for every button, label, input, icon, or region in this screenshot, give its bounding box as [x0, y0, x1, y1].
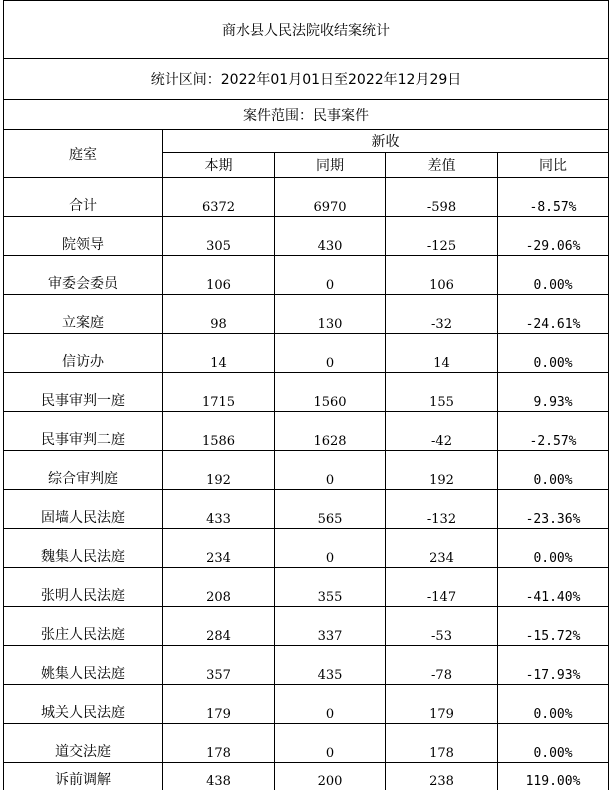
previous-cell: 0: [275, 724, 386, 763]
table-row: [4, 724, 609, 763]
diff-cell: 14: [386, 334, 498, 373]
current-cell: 98: [163, 295, 275, 334]
diff-cell: -147: [386, 568, 498, 607]
table-row: [4, 217, 609, 256]
col-header-previous: 同期: [275, 153, 386, 178]
current-cell: 357: [163, 646, 275, 685]
dept-name-cell: 院领导: [4, 217, 163, 256]
dept-name-cell: 综合审判庭: [4, 451, 163, 490]
table-row: [4, 373, 609, 412]
previous-cell: 355: [275, 568, 386, 607]
ratio-cell: 0.00%: [498, 334, 609, 373]
ratio-cell: -24.61%: [498, 295, 609, 334]
table-row: [4, 646, 609, 685]
table-row: [4, 529, 609, 568]
diff-cell: -598: [386, 178, 498, 217]
ratio-cell: -8.57%: [498, 178, 609, 217]
diff-cell: -32: [386, 295, 498, 334]
dept-name-cell: 固墙人民法庭: [4, 490, 163, 529]
col-header-current: 本期: [163, 153, 275, 178]
diff-cell: 234: [386, 529, 498, 568]
previous-cell: 1628: [275, 412, 386, 451]
diff-cell: -132: [386, 490, 498, 529]
diff-cell: 238: [386, 763, 498, 791]
current-cell: 438: [163, 763, 275, 791]
diff-cell: 155: [386, 373, 498, 412]
col-header-ratio: 同比: [498, 153, 609, 178]
current-cell: 179: [163, 685, 275, 724]
current-cell: 106: [163, 256, 275, 295]
diff-cell: 179: [386, 685, 498, 724]
previous-cell: 430: [275, 217, 386, 256]
diff-cell: 106: [386, 256, 498, 295]
current-cell: 192: [163, 451, 275, 490]
dept-name-cell: 审委会委员: [4, 256, 163, 295]
previous-cell: 6970: [275, 178, 386, 217]
diff-cell: -42: [386, 412, 498, 451]
table-row: [4, 685, 609, 724]
table-row: [4, 451, 609, 490]
ratio-cell: 0.00%: [498, 685, 609, 724]
previous-cell: 337: [275, 607, 386, 646]
dept-name-cell: 立案庭: [4, 295, 163, 334]
table-row: [4, 763, 609, 791]
case-scope: 案件范围：民事案件: [4, 100, 609, 130]
dept-header: 庭室: [4, 130, 163, 178]
current-cell: 284: [163, 607, 275, 646]
previous-cell: 0: [275, 529, 386, 568]
new-cases-header: 新收: [163, 130, 609, 153]
dept-name-cell: 张庄人民法庭: [4, 607, 163, 646]
report-sheet: [3, 0, 608, 795]
dept-name-cell: 姚集人民法庭: [4, 646, 163, 685]
previous-cell: 0: [275, 451, 386, 490]
ratio-cell: 0.00%: [498, 529, 609, 568]
table-row: [4, 568, 609, 607]
dept-name-cell: 魏集人民法庭: [4, 529, 163, 568]
dept-name-cell: 城关人民法庭: [4, 685, 163, 724]
previous-cell: 565: [275, 490, 386, 529]
previous-cell: 0: [275, 685, 386, 724]
table-row: [4, 607, 609, 646]
previous-cell: 130: [275, 295, 386, 334]
dept-name-cell: 道交法庭: [4, 724, 163, 763]
dept-name-cell: 合计: [4, 178, 163, 217]
ratio-cell: -23.36%: [498, 490, 609, 529]
date-range: 统计区间：2022年01月01日至2022年12月29日: [4, 59, 609, 100]
dept-name-cell: 民事审判一庭: [4, 373, 163, 412]
dept-name-cell: 民事审判二庭: [4, 412, 163, 451]
table-row: [4, 412, 609, 451]
table-row: [4, 334, 609, 373]
diff-cell: -53: [386, 607, 498, 646]
current-cell: 433: [163, 490, 275, 529]
current-cell: 14: [163, 334, 275, 373]
diff-cell: -78: [386, 646, 498, 685]
ratio-cell: 0.00%: [498, 451, 609, 490]
current-cell: 178: [163, 724, 275, 763]
current-cell: 6372: [163, 178, 275, 217]
stats-table: [3, 0, 609, 790]
report-title: 商水县人民法院收结案统计: [4, 1, 609, 59]
ratio-cell: -17.93%: [498, 646, 609, 685]
table-row: [4, 256, 609, 295]
dept-name-cell: 信访办: [4, 334, 163, 373]
ratio-cell: -29.06%: [498, 217, 609, 256]
previous-cell: 0: [275, 256, 386, 295]
ratio-cell: -15.72%: [498, 607, 609, 646]
table-row: [4, 490, 609, 529]
ratio-cell: 0.00%: [498, 256, 609, 295]
ratio-cell: -2.57%: [498, 412, 609, 451]
previous-cell: 435: [275, 646, 386, 685]
diff-cell: 178: [386, 724, 498, 763]
previous-cell: 1560: [275, 373, 386, 412]
previous-cell: 0: [275, 334, 386, 373]
table-row: [4, 295, 609, 334]
dept-name-cell: 张明人民法庭: [4, 568, 163, 607]
diff-cell: 192: [386, 451, 498, 490]
dept-name-cell: 诉前调解: [4, 763, 163, 791]
ratio-cell: 119.00%: [498, 763, 609, 791]
ratio-cell: 0.00%: [498, 724, 609, 763]
previous-cell: 200: [275, 763, 386, 791]
current-cell: 305: [163, 217, 275, 256]
current-cell: 234: [163, 529, 275, 568]
table-row: [4, 178, 609, 217]
current-cell: 208: [163, 568, 275, 607]
current-cell: 1586: [163, 412, 275, 451]
current-cell: 1715: [163, 373, 275, 412]
col-header-diff: 差值: [386, 153, 498, 178]
ratio-cell: -41.40%: [498, 568, 609, 607]
ratio-cell: 9.93%: [498, 373, 609, 412]
diff-cell: -125: [386, 217, 498, 256]
